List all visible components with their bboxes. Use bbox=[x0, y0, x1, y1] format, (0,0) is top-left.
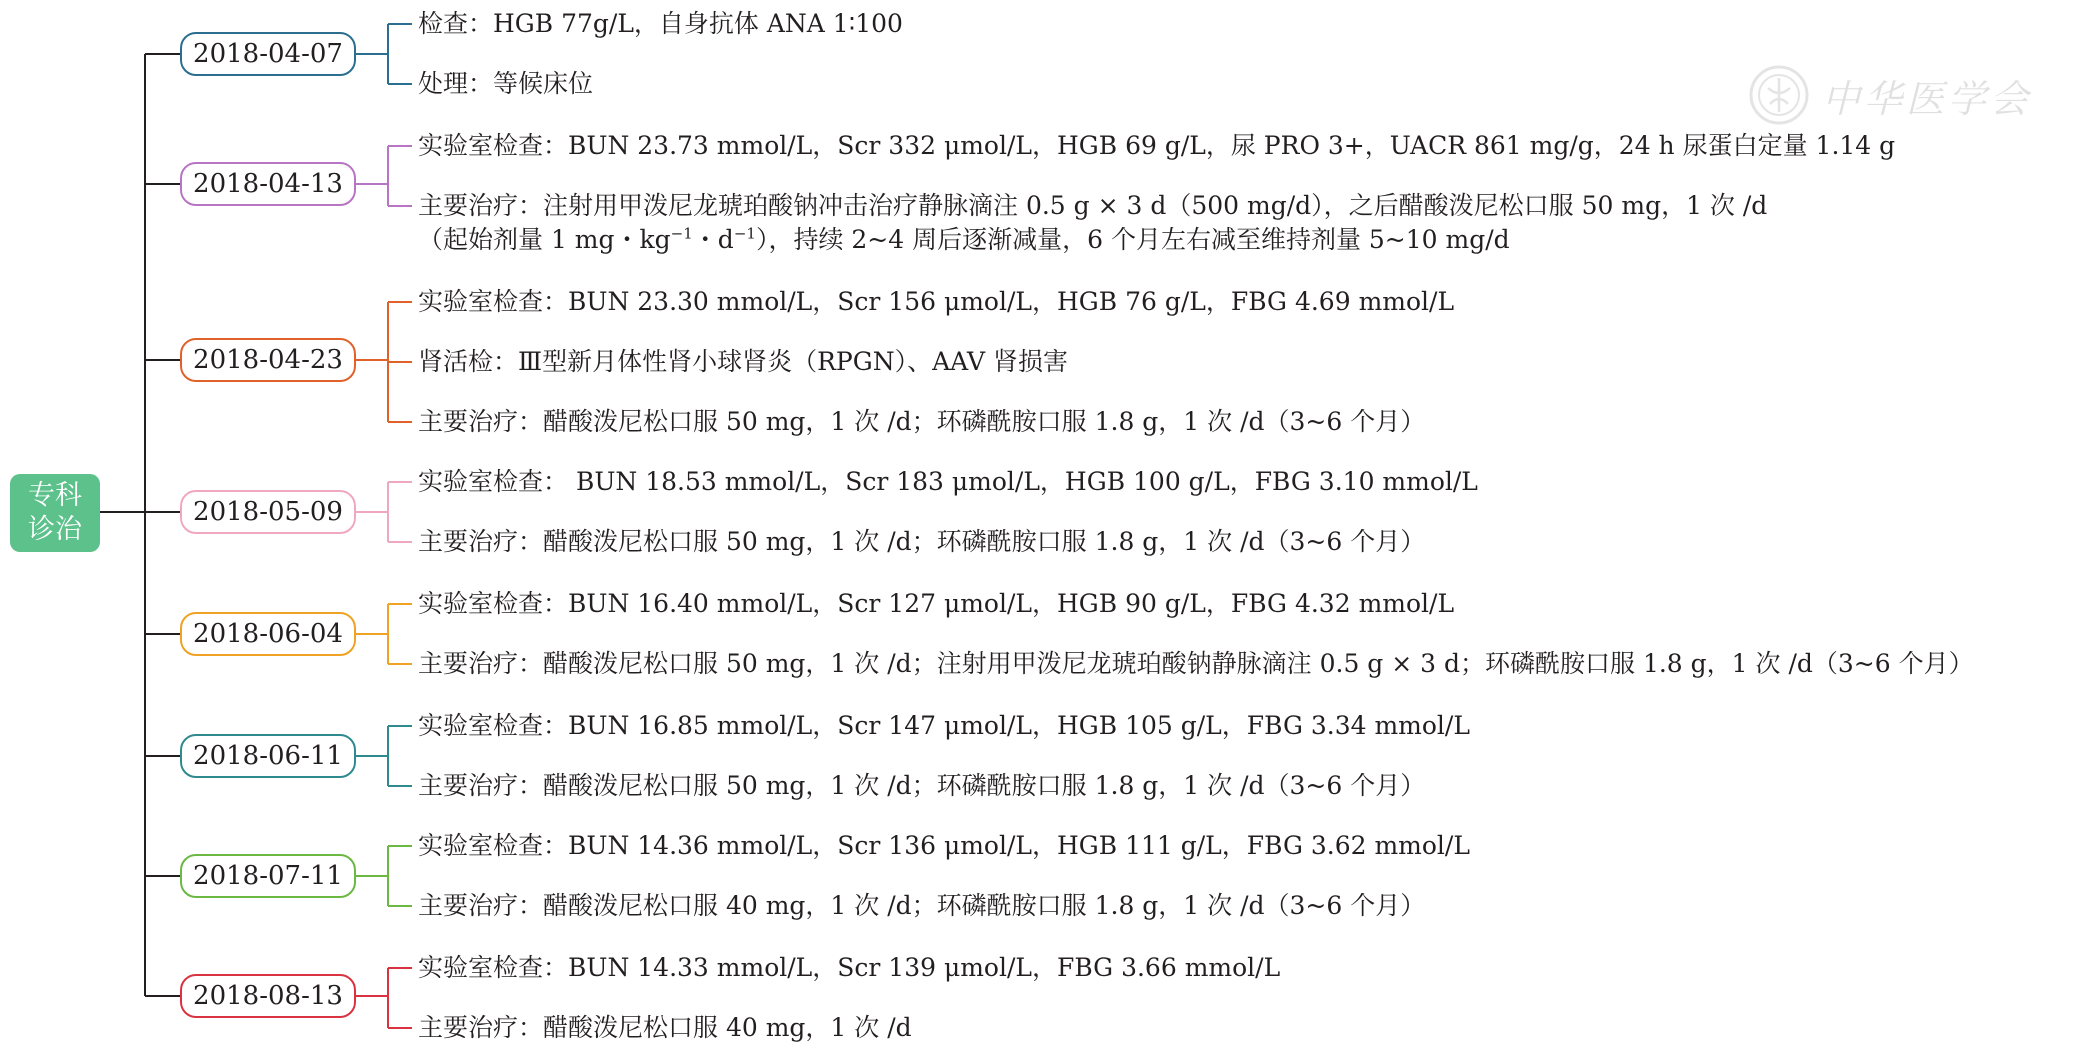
root-node bbox=[10, 474, 100, 552]
dose-unit-sup1: −1 bbox=[670, 224, 693, 243]
node-1-item-1: 主要治疗：注射用甲泼尼龙琥珀酸钠冲击治疗静脉滴注 0.5 g × 3 d（500 mg/d），之后醋酸泼尼松口服 50 mg，1 次 /d bbox=[418, 191, 1768, 220]
date-node-4: 2018-06-04 bbox=[180, 612, 356, 656]
node-2-item-1: 肾活检：Ⅲ型新月体性肾小球肾炎（RPGN）、AAV 肾损害 bbox=[418, 347, 1068, 376]
date-node-1: 2018-04-13 bbox=[180, 162, 356, 206]
dose-unit-pre: （起始剂量 1 mg・kg bbox=[418, 225, 671, 254]
date-node-2: 2018-04-23 bbox=[180, 338, 356, 382]
watermark-text: 中华医学会 bbox=[1822, 76, 2033, 121]
node-4-item-1: 主要治疗：醋酸泼尼松口服 50 mg，1 次 /d；注射用甲泼尼龙琥珀酸钠静脉滴注 0.5 g × 3 d；环磷酰胺口服 1.8 g，1 次 /d（3~6 个月） bbox=[418, 649, 1974, 678]
node-7-item-0: 实验室检查：BUN 14.33 mmol/L，Scr 139 μmol/L，FBG 3.66 mmol/L bbox=[418, 953, 1281, 982]
node-0-item-1: 处理：等候床位 bbox=[418, 69, 594, 98]
node-2-item-2: 主要治疗：醋酸泼尼松口服 50 mg，1 次 /d；环磷酰胺口服 1.8 g，1 次 /d（3~6 个月） bbox=[418, 407, 1426, 436]
root-label-line2: 诊治 bbox=[28, 514, 82, 545]
date-node-3: 2018-05-09 bbox=[180, 490, 356, 534]
date-node-7: 2018-08-13 bbox=[180, 974, 356, 1018]
node-0-item-0: 检查：HGB 77g/L，自身抗体 ANA 1∶100 bbox=[418, 9, 903, 38]
node-3-item-0: 实验室检查： BUN 18.53 mmol/L，Scr 183 μmol/L，HGB 100 g/L，FBG 3.10 mmol/L bbox=[418, 467, 1478, 496]
dose-unit-post: ），持续 2~4 周后逐渐减量，6 个月左右减至维持剂量 5~10 mg/d bbox=[755, 225, 1510, 254]
date-node-5: 2018-06-11 bbox=[180, 734, 356, 778]
node-3-item-1: 主要治疗：醋酸泼尼松口服 50 mg，1 次 /d；环磷酰胺口服 1.8 g，1 次 /d（3~6 个月） bbox=[418, 527, 1426, 556]
dose-unit-mid: ・d bbox=[692, 225, 734, 254]
dose-unit-sup2: −1 bbox=[733, 224, 756, 243]
date-node-6: 2018-07-11 bbox=[180, 854, 356, 898]
node-6-item-1: 主要治疗：醋酸泼尼松口服 40 mg，1 次 /d；环磷酰胺口服 1.8 g，1 次 /d（3~6 个月） bbox=[418, 891, 1426, 920]
node-1-item-0: 实验室检查：BUN 23.73 mmol/L，Scr 332 μmol/L，HGB 69 g/L，尿 PRO 3+，UACR 861 mg/g，24 h 尿蛋白定量 1.14 g bbox=[418, 131, 1896, 160]
node-6-item-0: 实验室检查：BUN 14.36 mmol/L，Scr 136 μmol/L，HGB 111 g/L，FBG 3.62 mmol/L bbox=[418, 831, 1470, 860]
watermark-logo bbox=[1748, 60, 2048, 130]
date-node-0: 2018-04-07 bbox=[180, 32, 356, 76]
society-seal-icon bbox=[1748, 64, 1810, 126]
node-5-item-1: 主要治疗：醋酸泼尼松口服 50 mg，1 次 /d；环磷酰胺口服 1.8 g，1 次 /d（3~6 个月） bbox=[418, 771, 1426, 800]
node-1-item-1-continued bbox=[418, 224, 1510, 256]
node-4-item-0: 实验室检查：BUN 16.40 mmol/L，Scr 127 μmol/L，HGB 90 g/L，FBG 4.32 mmol/L bbox=[418, 589, 1455, 618]
node-2-item-0: 实验室检查：BUN 23.30 mmol/L，Scr 156 μmol/L，HGB 76 g/L，FBG 4.69 mmol/L bbox=[418, 287, 1455, 316]
root-label-line1: 专科 bbox=[28, 480, 82, 511]
node-5-item-0: 实验室检查：BUN 16.85 mmol/L，Scr 147 μmol/L，HGB 105 g/L，FBG 3.34 mmol/L bbox=[418, 711, 1470, 740]
node-7-item-1: 主要治疗：醋酸泼尼松口服 40 mg，1 次 /d bbox=[418, 1013, 912, 1042]
